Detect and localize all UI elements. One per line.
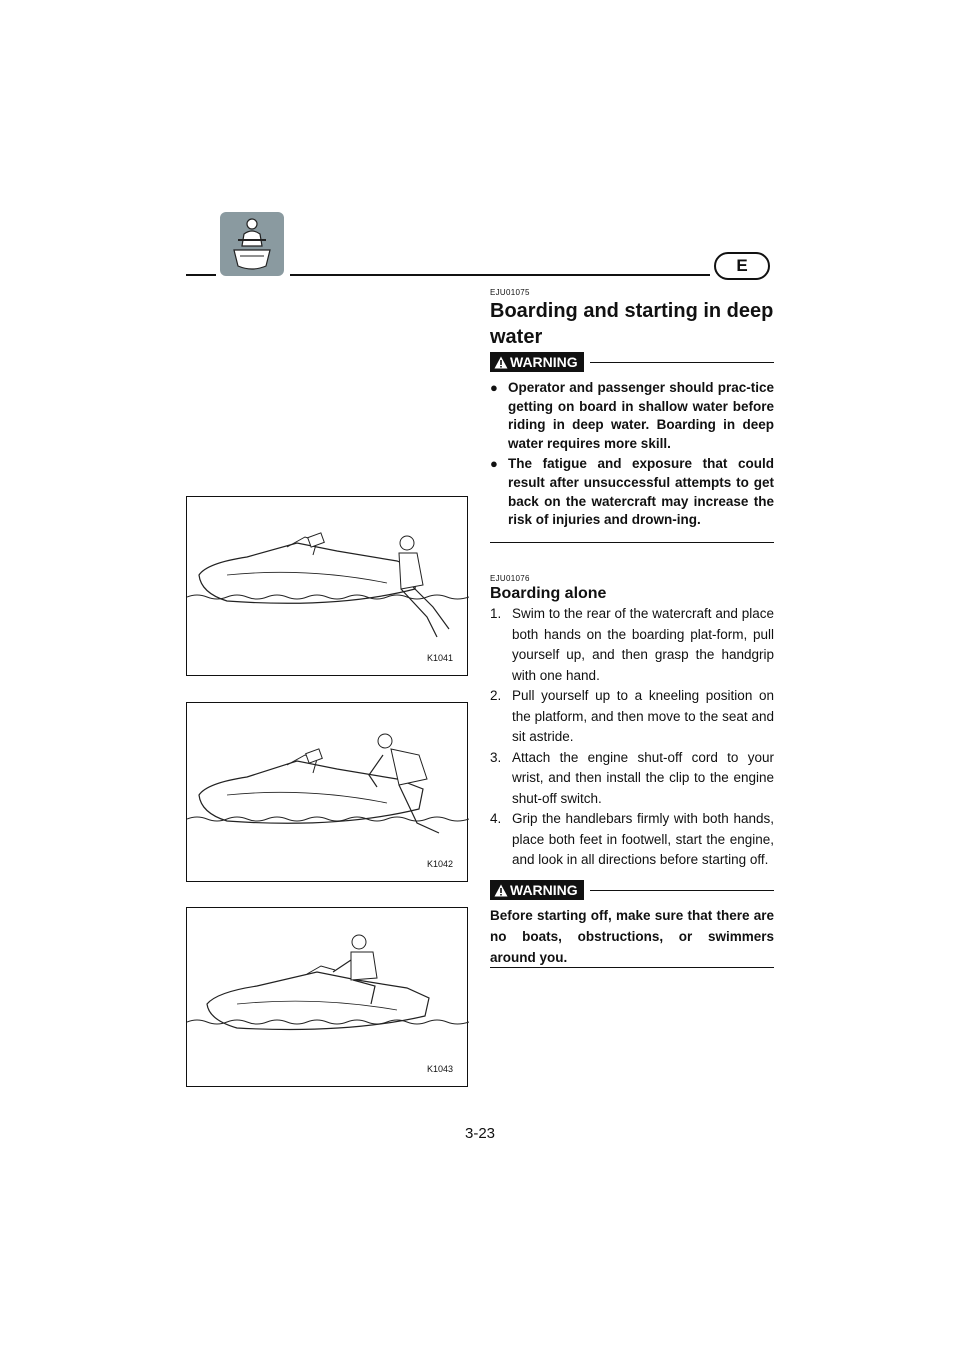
- step-item: [490, 604, 774, 686]
- figure-swim-to-rear: [186, 496, 468, 676]
- watercraft-rider-icon: [220, 212, 284, 276]
- warning-rule: [590, 362, 774, 363]
- warning-end-rule: [490, 542, 774, 543]
- step-text: Pull yourself up to a kneeling position on the platform, and then move to the seat and sit astride.: [512, 688, 774, 744]
- figure-seated-rider: [186, 907, 468, 1087]
- step-text: Grip the handlebars firmly with both hands, place both feet in footwell, start the engine, and look in all directions before starting off.: [512, 811, 774, 867]
- step-number: 3.: [490, 749, 502, 765]
- figure-code: K1042: [426, 859, 453, 869]
- figure-kneeling-on-platform: [186, 702, 468, 882]
- subsection-title: Boarding alone: [490, 585, 607, 602]
- warning-bullet-list: [490, 379, 774, 532]
- section-code: EJU01075: [490, 288, 530, 297]
- page-number: 3-23: [464, 1125, 496, 1142]
- header-rule-right: [290, 274, 710, 276]
- step-item: [490, 686, 774, 748]
- warning-text: Before starting off, make sure that there are no boats, obstructions, or swimmers around you.: [490, 908, 774, 965]
- warning-rule: [590, 890, 774, 891]
- warning-header-2: [490, 880, 774, 900]
- figure-code: K1043: [426, 1064, 453, 1074]
- step-text: Attach the engine shut-off cord to your wrist, and then install the clip to the engine shut-off switch.: [512, 749, 774, 806]
- warning-label: WARNING: [510, 354, 578, 370]
- warning-bullet: [490, 379, 774, 453]
- warning-badge: [490, 352, 584, 372]
- warning-triangle-icon: [494, 356, 508, 369]
- warning-badge: [490, 880, 584, 900]
- watercraft-boarding-illustration: [187, 497, 469, 677]
- header-rule-left: [186, 274, 216, 276]
- watercraft-seated-rider-illustration: [187, 908, 469, 1088]
- step-number: 2.: [490, 688, 502, 703]
- subsection-code: EJU01076: [490, 574, 530, 583]
- step-text: Swim to the rear of the watercraft and place both hands on the boarding plat-form, pull yourself up, and then grasp the handgrip with one hand.: [512, 606, 774, 683]
- step-number: 4.: [490, 811, 502, 826]
- language-badge: E: [714, 252, 770, 280]
- section-title: Boarding and starting in deep water: [490, 300, 774, 348]
- warning-label: WARNING: [510, 882, 578, 898]
- steps-list: [490, 604, 774, 871]
- warning-end-rule: [490, 967, 774, 968]
- step-item: [490, 748, 774, 810]
- step-number: 1.: [490, 606, 502, 621]
- warning-bullet: [490, 455, 774, 529]
- bullet-icon: ●: [490, 456, 498, 472]
- watercraft-kneeling-illustration: [187, 703, 469, 883]
- warning-triangle-icon: [494, 884, 508, 897]
- bullet-text: The fatigue and exposure that could result after unsuccessful attempts to get back on the watercraft may increase the risk of injuries and drown-ing.: [508, 456, 774, 528]
- warning-header: [490, 352, 774, 372]
- bullet-icon: ●: [490, 380, 498, 395]
- figure-code: K1041: [426, 653, 453, 663]
- bullet-text: Operator and passenger should prac-tice getting on board in shallow water before riding in deep water. Boarding in deep water requires more skill.: [508, 380, 774, 451]
- step-item: [490, 809, 774, 871]
